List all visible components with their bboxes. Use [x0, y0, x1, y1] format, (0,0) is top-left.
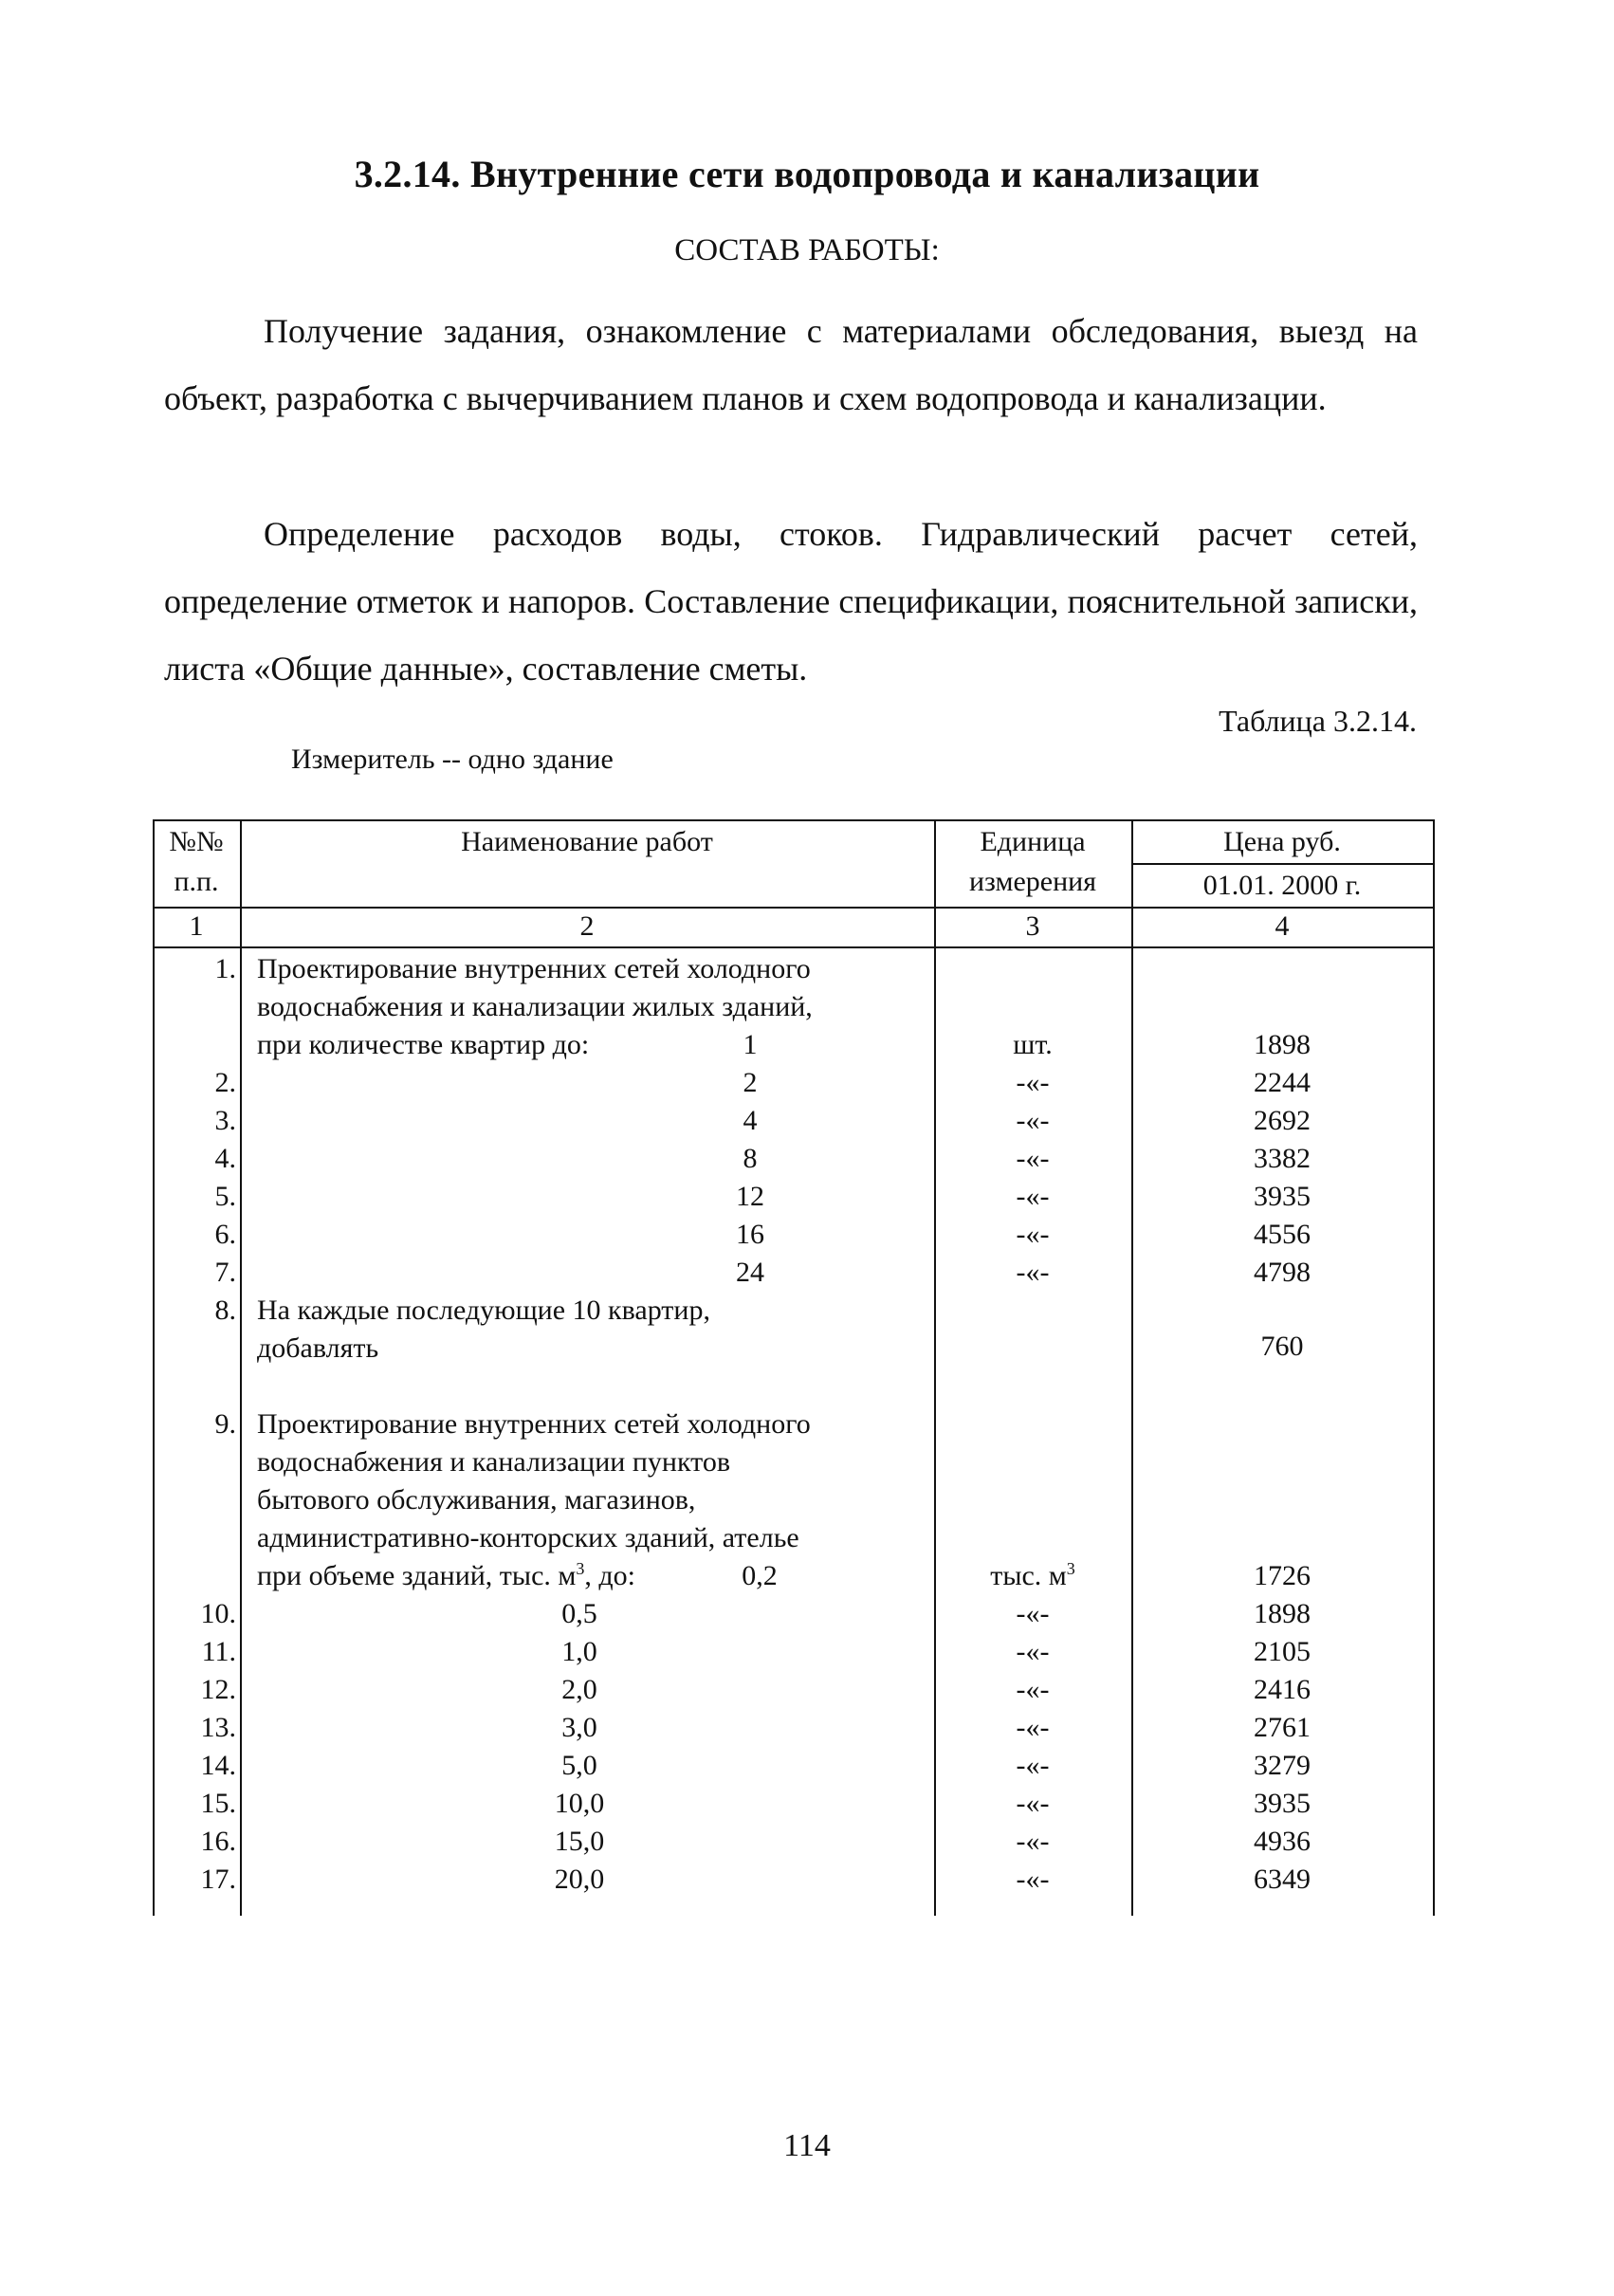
row-number: 7. — [214, 1257, 236, 1288]
row-unit: -«- — [1016, 1712, 1050, 1743]
col-number-1: 1 — [189, 910, 204, 942]
header-num: №№ — [169, 826, 224, 857]
row-number: 10. — [200, 1598, 236, 1629]
table-reference: Таблица 3.2.14. — [1219, 704, 1417, 738]
row-number: 16. — [200, 1826, 236, 1857]
group2-desc-line: административно-конторских зданий, ателье — [257, 1522, 799, 1553]
row-qty: 15,0 — [554, 1826, 605, 1857]
extra-row-desc-line: На каждые последующие 10 квартир, — [257, 1295, 710, 1326]
row-number: 5. — [214, 1181, 236, 1212]
row-unit: шт. — [1013, 1029, 1053, 1060]
row-price: 2416 — [1254, 1674, 1311, 1705]
group1-desc-line: при количестве квартир до: — [257, 1029, 590, 1060]
row-price: 1898 — [1254, 1029, 1311, 1060]
row-unit: -«- — [1016, 1826, 1050, 1857]
row-price: 3382 — [1254, 1143, 1311, 1174]
row-number: 6. — [214, 1219, 236, 1250]
row-qty: 24 — [736, 1257, 764, 1288]
row-unit: -«- — [1016, 1257, 1050, 1288]
group1-desc-line: водоснабжения и канализации жилых зданий, — [257, 991, 813, 1022]
row-qty: 2,0 — [561, 1674, 597, 1705]
row-unit: -«- — [1016, 1636, 1050, 1667]
row-unit: -«- — [1016, 1143, 1050, 1174]
price-header-divider — [1131, 863, 1435, 865]
table-border-right — [1433, 819, 1435, 1916]
row-qty: 1 — [743, 1029, 758, 1060]
row-price: 4798 — [1254, 1257, 1311, 1288]
group2-desc-line: Проектирование внутренних сетей холодного — [257, 1408, 811, 1440]
row-unit: -«- — [1016, 1067, 1050, 1098]
row-price: 3279 — [1254, 1750, 1311, 1781]
extra-row-desc-line: добавлять — [257, 1332, 379, 1364]
row-unit — [934, 1557, 1131, 1595]
row-qty: 10,0 — [554, 1788, 605, 1819]
paragraph-1-text: Получение задания, ознакомление с материалами обследования, выезд на объект, разработка с вычерчиванием планов и схем водопровода и канализации. — [164, 312, 1418, 417]
row-number: 3. — [214, 1105, 236, 1136]
page-number: 114 — [783, 2128, 831, 2163]
col-number-3: 3 — [1025, 910, 1040, 942]
row-qty: 20,0 — [554, 1864, 605, 1895]
row-unit: -«- — [1016, 1864, 1050, 1895]
row-number: 15. — [200, 1788, 236, 1819]
group2-desc-tail: , до: — [584, 1560, 635, 1591]
header-work-name: Наименование работ — [461, 826, 713, 857]
paragraph-1 — [164, 298, 1418, 432]
price-table — [153, 819, 1435, 1916]
row-unit: -«- — [1016, 1674, 1050, 1705]
row-qty: 3,0 — [561, 1712, 597, 1743]
group2-desc-sup: 3 — [576, 1559, 585, 1578]
row-price: 760 — [1260, 1331, 1304, 1362]
row-number: 11. — [201, 1636, 236, 1667]
row-unit: -«- — [1016, 1219, 1050, 1250]
group2-desc-line: бытового обслуживания, магазинов, — [257, 1484, 696, 1515]
header-price: Цена руб. — [1223, 826, 1341, 857]
row-qty: 4 — [743, 1105, 758, 1136]
paragraph-2-text: Определение расходов воды, стоков. Гидравлический расчет сетей, определение отметок и напоров. Составление спецификации, пояснительной записки, листа «Общие данные», составление сметы. — [164, 515, 1418, 688]
extra-row-description — [257, 1292, 1091, 1368]
measurement-unit-note: Измеритель -- одно здание — [291, 744, 614, 775]
row-qty: 5,0 — [561, 1750, 597, 1781]
row-qty: 8 — [743, 1143, 758, 1174]
row-number: 1. — [214, 953, 236, 984]
work-composition-heading: СОСТАВ РАБОТЫ: — [674, 233, 940, 267]
row-unit: -«- — [1016, 1750, 1050, 1781]
row-unit: -«- — [1016, 1788, 1050, 1819]
row-price: 1726 — [1254, 1560, 1311, 1591]
row-price: 6349 — [1254, 1864, 1311, 1895]
header-price-date: 01.01. 2000 г. — [1202, 870, 1362, 901]
row-number: 14. — [200, 1750, 236, 1781]
row-price: 2244 — [1254, 1067, 1311, 1098]
paragraph-2 — [164, 501, 1418, 703]
row-qty: 0,5 — [561, 1598, 597, 1629]
row-number: 13. — [200, 1712, 236, 1743]
row-qty: 1,0 — [561, 1636, 597, 1667]
header-unit-2: измерения — [968, 866, 1096, 897]
row-price: 2761 — [1254, 1712, 1311, 1743]
row-price: 3935 — [1254, 1788, 1311, 1819]
row-qty: 2 — [743, 1067, 758, 1098]
header-num-2: п.п. — [174, 866, 219, 897]
row-price: 2105 — [1254, 1636, 1311, 1667]
row-unit-sup: 3 — [1066, 1559, 1075, 1578]
row-qty: 16 — [736, 1219, 764, 1250]
header-unit: Единица — [980, 826, 1086, 857]
row-number: 9. — [214, 1408, 236, 1440]
row-qty: 0,2 — [742, 1560, 778, 1591]
row-unit: -«- — [1016, 1181, 1050, 1212]
group2-desc-volume-label: при объеме зданий, тыс. м — [257, 1560, 577, 1591]
row-price: 2692 — [1254, 1105, 1311, 1136]
row-price: 4556 — [1254, 1219, 1311, 1250]
row-price: 4936 — [1254, 1826, 1311, 1857]
row-number: 4. — [214, 1143, 236, 1174]
row-unit: -«- — [1016, 1105, 1050, 1136]
table-divider-1 — [240, 819, 242, 1916]
row-unit: -«- — [1016, 1598, 1050, 1629]
row-number: 17. — [200, 1864, 236, 1895]
row-number: 2. — [214, 1067, 236, 1098]
row-price: 1898 — [1254, 1598, 1311, 1629]
column-numbers-bottom-line — [153, 946, 1435, 948]
col-number-4: 4 — [1275, 910, 1290, 942]
row-unit-text: тыс. м — [990, 1560, 1067, 1591]
row-number: 12. — [200, 1674, 236, 1705]
group2-desc-line: водоснабжения и канализации пунктов — [257, 1446, 731, 1478]
row-qty: 12 — [736, 1181, 764, 1212]
col-number-2: 2 — [579, 910, 595, 942]
section-title: 3.2.14. Внутренние сети водопровода и канализации — [354, 153, 1260, 195]
row-number: 8. — [214, 1295, 236, 1326]
row-price: 3935 — [1254, 1181, 1311, 1212]
group1-desc-line: Проектирование внутренних сетей холодного — [257, 953, 811, 984]
table-border-top — [153, 819, 1435, 821]
